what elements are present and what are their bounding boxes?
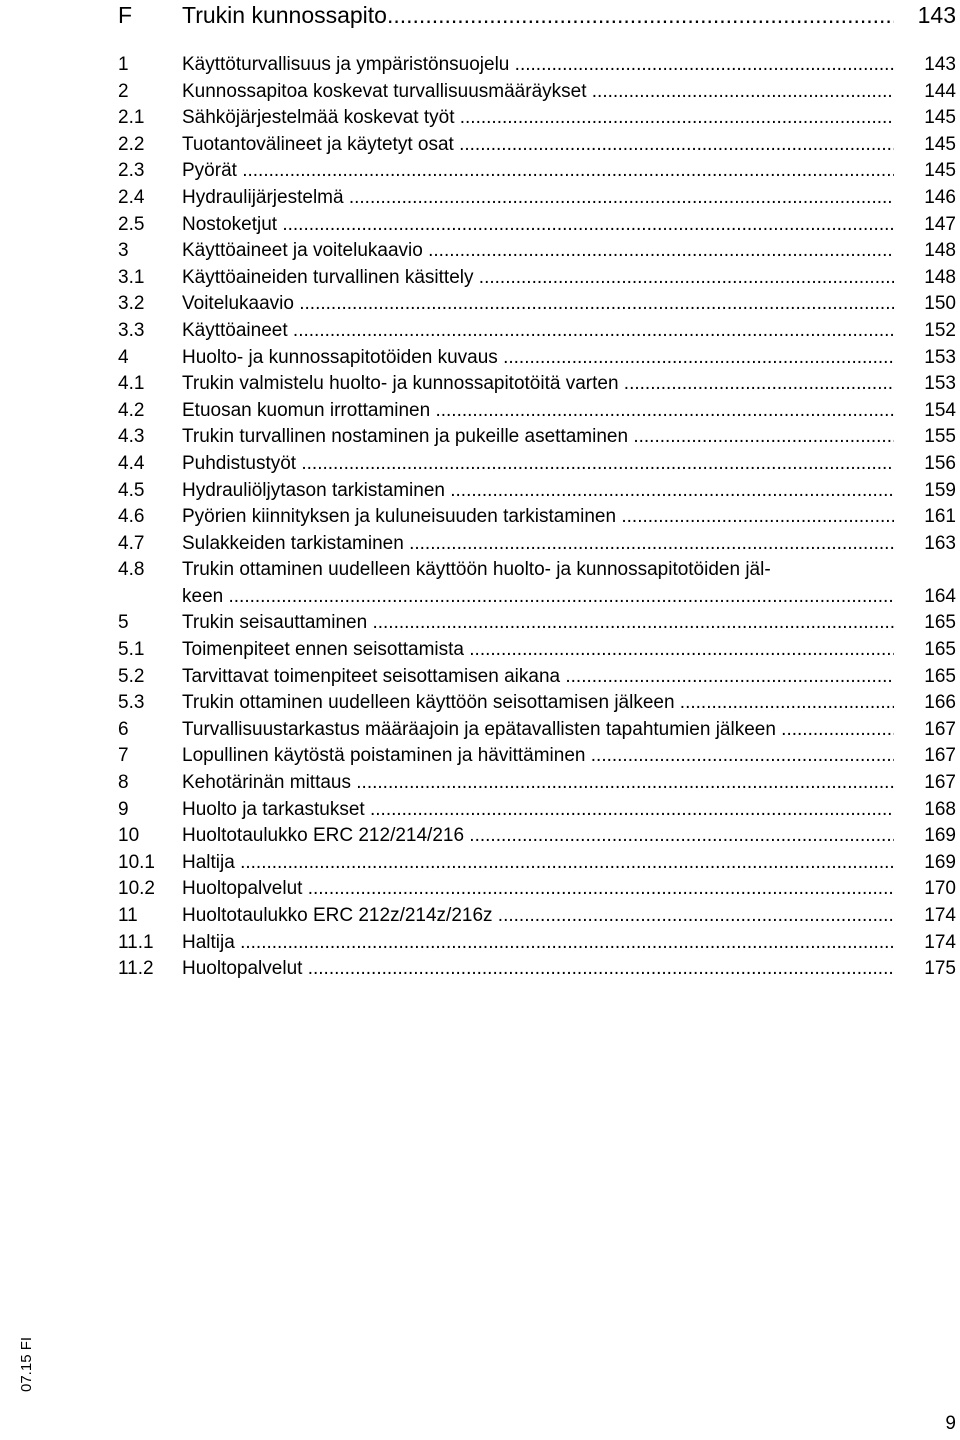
toc-number: 5.2	[118, 665, 145, 687]
toc-number: 4.7	[118, 532, 145, 554]
toc-number: 5	[118, 612, 129, 634]
edition-label: 07.15 FI	[18, 1336, 35, 1392]
chapter-heading	[118, 0, 956, 30]
toc-number: 3.1	[118, 266, 145, 288]
toc-title: Huoltotaulukko ERC 212z/214z/216z .....	[182, 903, 894, 930]
toc-title: Trukin ottaminen uudelleen käyttöön seisottamisen jälkeen .....	[182, 690, 894, 717]
toc-number: 2.2	[118, 133, 145, 155]
toc-page: 164	[924, 585, 956, 607]
toc-page: 165	[924, 665, 956, 687]
toc-title: Käyttöaineet ja voitelukaavio .....	[182, 238, 894, 265]
toc-page: 155	[924, 426, 956, 448]
toc-title: Turvallisuustarkastus määräajoin ja epätavallisten tapahtumien jälkeen .....	[182, 717, 894, 744]
toc-title: Trukin ottaminen uudelleen käyttöön huolto- ja kunnossapitotöiden jäl-	[182, 559, 771, 581]
toc-title-continued: keen .....	[182, 584, 894, 611]
toc-page: 143	[924, 54, 956, 75]
toc-number: 5.1	[118, 639, 145, 661]
toc-entry-1[interactable]	[118, 52, 956, 79]
toc-title: Lopullinen käytöstä poistaminen ja hävittäminen .....	[182, 743, 894, 770]
toc-entry-2-3[interactable]	[118, 158, 956, 185]
toc-title: Nostoketjut .....	[182, 212, 894, 239]
toc-entry-2-4[interactable]	[118, 185, 956, 212]
chapter-title: Trukin kunnossapito .....	[182, 0, 894, 30]
toc-page: 166	[924, 692, 956, 714]
toc-page: 161	[924, 506, 956, 528]
toc-title: Käyttöaineet .....	[182, 318, 894, 345]
toc-number: 7	[118, 745, 129, 767]
toc-title: Trukin seisauttaminen .....	[182, 610, 894, 637]
toc-title: Käyttöaineiden turvallinen käsittely .....	[182, 265, 894, 292]
toc-number: 2	[118, 80, 129, 102]
toc-number: 1	[118, 54, 129, 75]
toc-title: Etuosan kuomun irrottaminen .....	[182, 398, 894, 425]
toc-title: Pyörät .....	[182, 158, 894, 185]
toc-page: 163	[924, 532, 956, 554]
toc-entry-11-1[interactable]	[118, 930, 956, 957]
toc-entry-4-1[interactable]	[118, 371, 956, 398]
toc-page: 169	[924, 825, 956, 847]
toc-title: Huoltotaulukko ERC 212/214/216 .....	[182, 823, 894, 850]
chapter-page: 143	[917, 2, 956, 28]
toc-page: 165	[924, 639, 956, 661]
toc-number: 4.5	[118, 479, 145, 501]
toc-number: 9	[118, 798, 129, 820]
toc-entry-2-2[interactable]	[118, 132, 956, 159]
toc-entry-3[interactable]	[118, 238, 956, 265]
toc-page: 153	[924, 346, 956, 368]
toc-entry-11[interactable]	[118, 903, 956, 930]
toc-number: 4.6	[118, 506, 145, 528]
toc-entry-2-1[interactable]	[118, 105, 956, 132]
toc-title: Kehotärinän mittaus .....	[182, 770, 894, 797]
toc-page: 174	[924, 931, 956, 953]
toc-title: Hydrauliöljytason tarkistaminen .....	[182, 478, 894, 505]
toc-entry-10-2[interactable]	[118, 876, 956, 903]
toc-number: 4.2	[118, 399, 145, 421]
toc-number: 2.4	[118, 186, 145, 208]
toc-page: 152	[924, 319, 956, 341]
toc-title: Kunnossapitoa koskevat turvallisuusmääräykset .....	[182, 79, 894, 106]
toc-title: Trukin turvallinen nostaminen ja pukeille asettaminen .....	[182, 424, 894, 451]
toc-page: 167	[924, 718, 956, 740]
toc-number: 10	[118, 825, 140, 847]
toc-entry-4-2[interactable]	[118, 398, 956, 425]
toc-number: 6	[118, 718, 129, 740]
toc-entry-11-2[interactable]	[118, 956, 956, 983]
toc-entry-3-2[interactable]	[118, 291, 956, 318]
toc-page: 174	[924, 905, 956, 926]
toc-entry-4-7[interactable]	[118, 531, 956, 558]
toc-number: 3	[118, 240, 129, 262]
toc-page: 168	[924, 798, 956, 820]
toc-number: 11.1	[118, 931, 154, 953]
toc-title: Käyttöturvallisuus ja ympäristönsuojelu .....	[182, 52, 894, 79]
toc-entry-4-6[interactable]	[118, 504, 956, 531]
toc-title: Pyörien kiinnityksen ja kuluneisuuden tarkistaminen .....	[182, 504, 894, 531]
toc-number: 4.8	[118, 559, 145, 581]
toc-page: 150	[924, 293, 956, 315]
toc-page: 148	[924, 266, 956, 288]
toc-page: 167	[924, 772, 956, 794]
toc-title: Trukin valmistelu huolto- ja kunnossapitotöitä varten .....	[182, 371, 894, 398]
toc-entry-2-5[interactable]	[118, 212, 956, 239]
toc-page: 159	[924, 479, 956, 501]
toc-entry-4-8-continued[interactable]	[118, 584, 956, 611]
toc-page: 146	[924, 186, 956, 208]
toc-number: 2.5	[118, 213, 145, 235]
toc-entry-9[interactable]	[118, 797, 956, 824]
toc-title: Huolto ja tarkastukset .....	[182, 797, 894, 824]
toc-entry-2[interactable]	[118, 79, 956, 106]
toc-page: 148	[924, 240, 956, 262]
toc-page: 167	[924, 745, 956, 767]
toc-number: 3.3	[118, 319, 145, 341]
toc-entry-8[interactable]	[118, 770, 956, 797]
chapter-number: F	[118, 2, 133, 28]
toc-page: 169	[924, 851, 956, 873]
toc-number: 10.1	[118, 851, 155, 873]
toc-page: 147	[924, 213, 956, 235]
toc-entry-10-1[interactable]	[118, 850, 956, 877]
toc-number: 4	[118, 346, 129, 368]
toc-number: 5.3	[118, 692, 145, 714]
toc-entry-4-3[interactable]	[118, 424, 956, 451]
toc-entry-4-8[interactable]	[118, 557, 956, 584]
toc-title: Tarvittavat toimenpiteet seisottamisen aikana .....	[182, 664, 894, 691]
toc-title: Toimenpiteet ennen seisottamista .....	[182, 637, 894, 664]
toc-page: 145	[924, 133, 956, 155]
toc-title: Tuotantovälineet ja käytetyt osat .....	[182, 132, 894, 159]
toc-title: Huolto- ja kunnossapitotöiden kuvaus .....	[182, 345, 894, 372]
toc-entry-5-1[interactable]	[118, 637, 956, 664]
toc-number: 2.1	[118, 107, 145, 129]
toc-page: 175	[924, 958, 956, 980]
toc-page: 156	[924, 452, 956, 474]
toc-page: 165	[924, 612, 956, 634]
toc-number: 2.3	[118, 160, 145, 182]
toc-entry-7[interactable]	[118, 743, 956, 770]
toc-entry-6[interactable]	[118, 717, 956, 744]
toc-entry-5-2[interactable]	[118, 664, 956, 691]
toc-title: Haltija .....	[182, 850, 894, 877]
toc-entry-3-1[interactable]	[118, 265, 956, 292]
toc-entry-4-5[interactable]	[118, 478, 956, 505]
toc-title: Hydraulijärjestelmä .....	[182, 185, 894, 212]
toc-number: 3.2	[118, 293, 145, 315]
toc-number: 11	[118, 905, 138, 926]
toc-number: 10.2	[118, 878, 155, 900]
toc-number: 4.1	[118, 373, 145, 395]
toc-entry-3-3[interactable]	[118, 318, 956, 345]
toc-number: 4.3	[118, 426, 145, 448]
toc-title: Huoltopalvelut .....	[182, 956, 894, 983]
toc-entry-10[interactable]	[118, 823, 956, 850]
toc-title: Sähköjärjestelmää koskevat työt .....	[182, 105, 894, 132]
toc-title: Puhdistustyöt .....	[182, 451, 894, 478]
table-of-contents	[118, 52, 956, 983]
toc-entry-5[interactable]	[118, 610, 956, 637]
toc-page: 153	[924, 373, 956, 395]
toc-number: 8	[118, 772, 129, 794]
toc-entry-4[interactable]	[118, 345, 956, 372]
toc-entry-4-4[interactable]	[118, 451, 956, 478]
page-number: 9	[945, 1413, 956, 1434]
toc-number: 4.4	[118, 452, 145, 474]
toc-number: 11.2	[118, 958, 154, 980]
toc-page: 154	[924, 399, 956, 421]
toc-entry-5-3[interactable]	[118, 690, 956, 717]
toc-title: Huoltopalvelut .....	[182, 876, 894, 903]
toc-title: Haltija .....	[182, 930, 894, 957]
toc-title: Voitelukaavio .....	[182, 291, 894, 318]
toc-page: 170	[924, 878, 956, 900]
toc-page: 145	[924, 107, 956, 129]
toc-page: 145	[924, 160, 956, 182]
toc-title: Sulakkeiden tarkistaminen .....	[182, 531, 894, 558]
toc-page: 144	[924, 80, 956, 102]
